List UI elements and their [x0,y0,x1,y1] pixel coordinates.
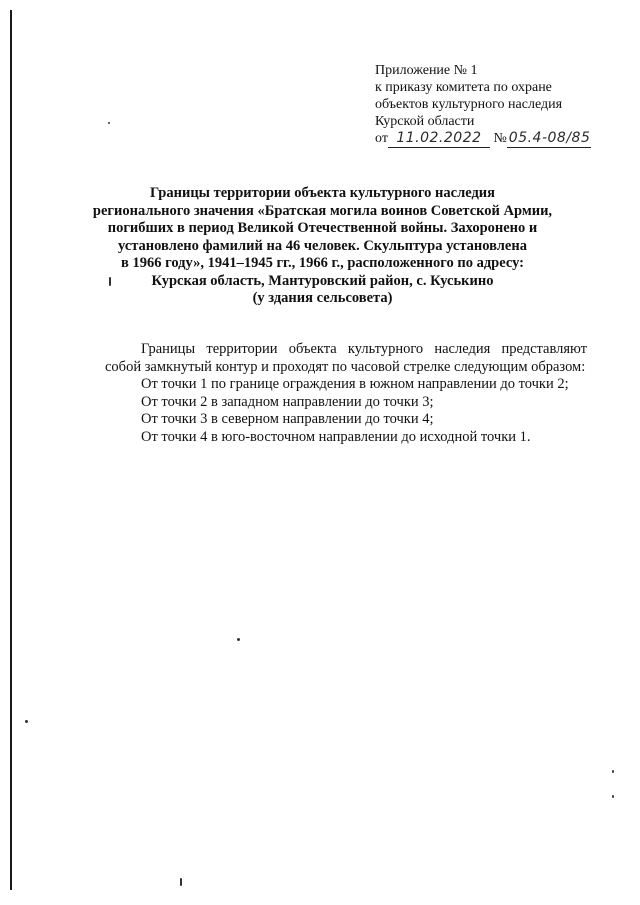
from-label: от [375,131,388,146]
scan-speck [237,638,240,641]
document-title [60,185,585,308]
scan-speck [108,122,110,124]
appendix-line: Приложение № 1 [375,63,478,78]
boundary-item: От точки 1 по границе ограждения в южном направлении до точки 2; [141,376,569,392]
scan-margin-line [10,10,12,890]
appendix-line: объектов культурного наследия [375,97,563,112]
title-line: погибших в период Великой Отечественной войны. Захоронено и [107,220,538,236]
intro-paragraph: Границы территории объекта культурного наследия представляют собой замкнутый контур и проходят по часовой стрелке следующим образом: [105,341,587,375]
scan-speck [180,878,182,886]
document-body [105,341,587,446]
boundary-item: От точки 2 в западном направлении до точки 3; [141,393,434,410]
appendix-line: к приказу комитета по охране [375,80,552,95]
order-number: 05.4-08/85 [508,130,591,146]
order-number-field [507,130,591,148]
boundary-item: От точки 3 в северном направлении до точки 4; [141,411,434,427]
title-line: Границы территории объекта культурного наследия [149,185,495,201]
scan-speck [612,770,614,773]
order-date-number-line [375,130,615,148]
appendix-line: Курской области [375,114,475,129]
title-line: установлено фамилий на 46 человек. Скульптура установлена [118,237,527,254]
appendix-block [375,62,615,148]
order-date-field [388,130,490,148]
title-line: Курская область, Мантуровский район, с. Куськино [151,272,494,289]
title-line: (у здания сельсовета) [252,290,393,306]
title-line: регионального значения «Братская могила воинов Советской Армии, [92,202,553,219]
order-date: 11.02.2022 [396,130,482,146]
boundary-item: От точки 4 в юго-восточном направлении до исходной точки 1. [141,428,531,445]
scan-speck [612,795,614,798]
title-line: в 1966 году», 1941–1945 гг., 1966 г., расположенного по адресу: [121,255,524,271]
number-label: № [493,131,507,146]
scan-speck [25,720,28,723]
